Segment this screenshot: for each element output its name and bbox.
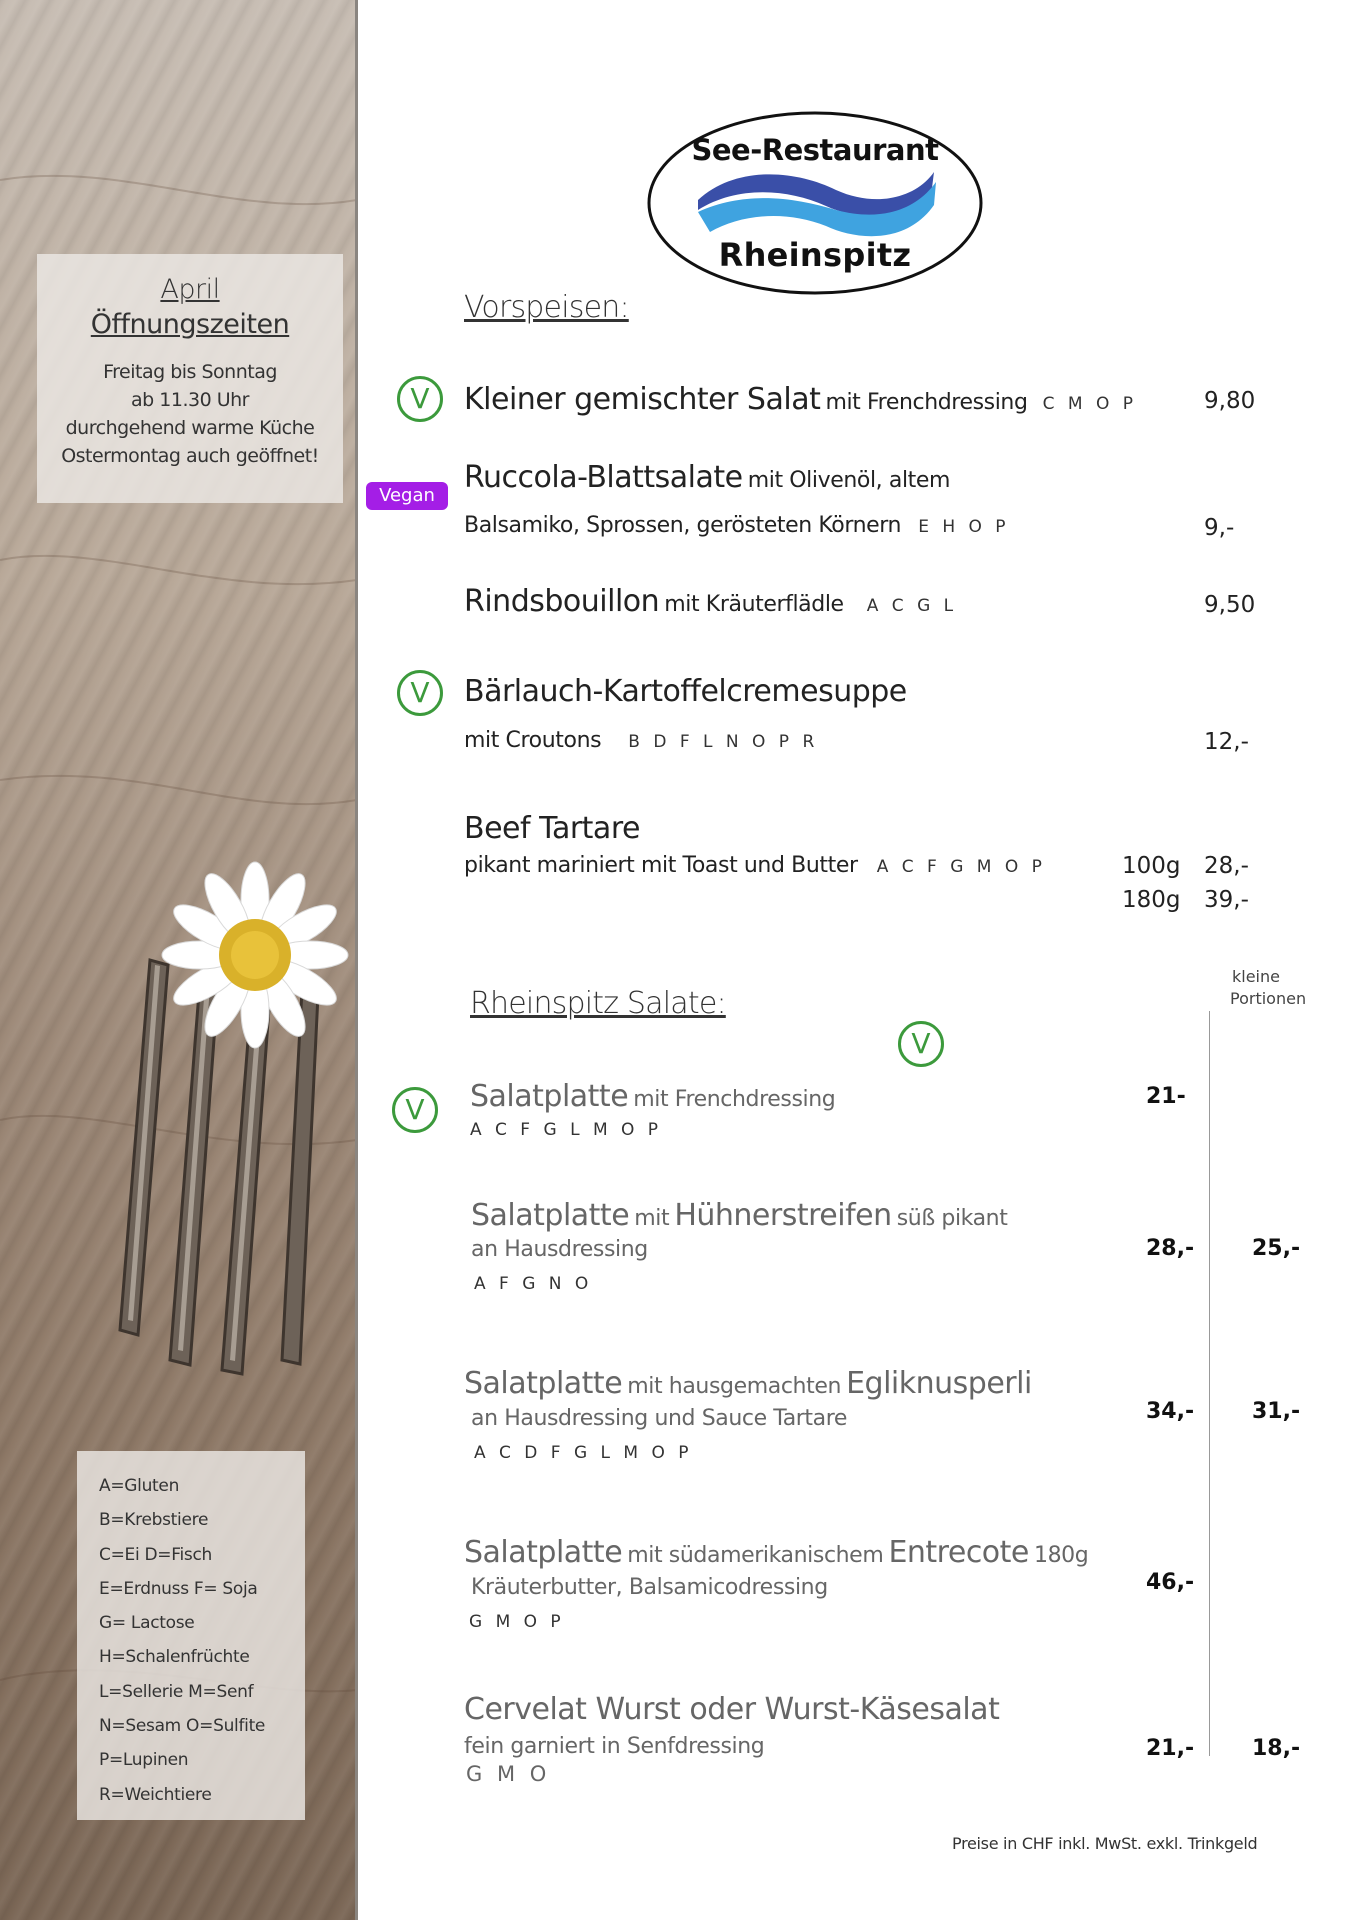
salad-item: [464, 1692, 999, 1727]
price: 9,80: [1204, 388, 1256, 414]
allergen-codes: B D F L N O P R: [628, 732, 819, 752]
allergen-codes: A C D F G L M O P: [474, 1443, 693, 1463]
vegetarian-icon: V: [898, 1021, 944, 1067]
dish-name: Rindsbouillon: [464, 584, 660, 619]
vegan-badge: Vegan: [366, 482, 448, 510]
allergen-item: N=Sesam O=Sulfite: [99, 1716, 266, 1737]
logo-title: See-Restaurant: [691, 133, 939, 167]
vegetarian-icon: V: [397, 670, 443, 716]
allergen-codes: G M O P: [469, 1612, 565, 1632]
starters-title: Vorspeisen:: [464, 290, 629, 325]
hours-line: durchgehend warme Küche: [65, 417, 315, 439]
allergen-item: P=Lupinen: [99, 1750, 189, 1771]
column-divider: [1209, 1011, 1210, 1756]
dish-name: Kleiner gemischter Salat: [464, 382, 821, 417]
portion-size: 100g: [1122, 853, 1181, 879]
price-note: Preise in CHF inkl. MwSt. exkl. Trinkgeld: [952, 1834, 1258, 1853]
small-portions-label: kleine: [1232, 967, 1280, 986]
dish-desc: mit Frenchdressing: [633, 1087, 836, 1112]
allergen-item: E=Erdnuss F= Soja: [99, 1578, 258, 1599]
dish-desc: mit Croutons: [464, 728, 602, 753]
dish-desc: mit Kräuterflädle: [664, 592, 844, 617]
menu-item: [464, 811, 640, 846]
dish-desc: 180g: [1033, 1543, 1089, 1568]
salad-item: [470, 1079, 835, 1114]
price: 21-: [1146, 1084, 1186, 1109]
price: 34,-: [1146, 1399, 1195, 1424]
price: 39,-: [1204, 887, 1249, 913]
dish-name: Beef Tartare: [464, 811, 640, 846]
price: 12,-: [1204, 729, 1249, 755]
hours-line: Ostermontag auch geöffnet!: [61, 445, 319, 467]
dish-desc: mit hausgemachten: [627, 1374, 841, 1399]
menu-item: [464, 584, 957, 619]
salad-codes: [469, 1612, 565, 1632]
allergen-item: L=Sellerie M=Senf: [99, 1681, 254, 1702]
dish-name: Salatplatte: [470, 1079, 629, 1114]
salad-desc: [464, 1734, 764, 1759]
opening-hours-panel: [37, 254, 343, 503]
price: 28,-: [1204, 853, 1249, 879]
salad-codes: [466, 1762, 550, 1786]
dish-desc: süß pikant: [896, 1206, 1008, 1231]
dish-name: Salatplatte: [464, 1366, 623, 1401]
dish-desc: Kräuterbutter, Balsamicodressing: [471, 1575, 828, 1600]
dish-name: Cervelat Wurst oder Wurst-Käsesalat: [464, 1692, 1000, 1727]
dish-desc: mit Olivenöl, altem: [747, 468, 951, 493]
menu-item: [464, 674, 907, 709]
dish-desc: Balsamiko, Sprossen, gerösteten Körnern: [464, 513, 902, 538]
allergen-item: H=Schalenfrüchte: [99, 1647, 250, 1668]
price: 46,-: [1146, 1570, 1195, 1595]
menu-item: [464, 460, 950, 495]
portion-size: 180g: [1122, 887, 1181, 913]
small-portions-label: Portionen: [1230, 989, 1307, 1008]
salad-codes: [474, 1274, 592, 1294]
dish-name: Hühnerstreifen: [674, 1198, 892, 1233]
vegetarian-icon: V: [392, 1087, 438, 1133]
hours-line: ab 11.30 Uhr: [131, 389, 249, 411]
salad-codes: [470, 1120, 662, 1140]
dish-desc: mit südamerikanischem: [627, 1543, 884, 1568]
salad-desc: [471, 1575, 828, 1600]
salad-item: [464, 1535, 1088, 1570]
hours-title: Öffnungszeiten: [90, 309, 290, 340]
salad-item: [471, 1198, 1007, 1233]
dish-desc: pikant mariniert mit Toast und Butter: [464, 853, 858, 878]
salad-codes: [474, 1443, 693, 1463]
price: 9,50: [1204, 592, 1256, 618]
price: 21,-: [1146, 1736, 1195, 1761]
allergen-item: C=Ei D=Fisch: [99, 1544, 212, 1565]
menu-item-line2: [464, 853, 1046, 878]
divider: [355, 0, 358, 1920]
allergen-legend: [77, 1451, 305, 1820]
allergen-item: R=Weichtiere: [99, 1784, 212, 1805]
price: 28,-: [1146, 1236, 1195, 1261]
dish-desc: an Hausdressing: [471, 1237, 648, 1262]
small-portions-header: [1232, 966, 1306, 1010]
dish-desc: mit Frenchdressing: [825, 390, 1028, 415]
allergen-item: A=Gluten: [99, 1476, 180, 1496]
dish-name: Bärlauch-Kartoffelcremesuppe: [464, 674, 907, 709]
menu-item-line2: [464, 728, 818, 753]
vegetarian-icon: V: [397, 376, 443, 422]
hours-line: Freitag bis Sonntag: [103, 361, 277, 383]
salads-title: Rheinspitz Salate:: [470, 986, 726, 1021]
dish-desc: fein garniert in Senfdressing: [464, 1734, 765, 1759]
salad-item: [464, 1366, 1032, 1401]
small-price: 18,-: [1252, 1736, 1301, 1761]
small-price: 31,-: [1252, 1399, 1301, 1424]
salad-desc: [471, 1237, 648, 1262]
background-photo: [0, 0, 357, 1920]
price: 9,-: [1204, 515, 1235, 541]
dish-name: Salatplatte: [464, 1535, 623, 1570]
dish-desc: an Hausdressing und Sauce Tartare: [471, 1406, 848, 1431]
menu-item: [464, 382, 1137, 417]
allergen-codes: A C F G M O P: [876, 857, 1046, 877]
allergen-codes: E H O P: [918, 517, 1010, 537]
logo-subtitle: Rheinspitz: [718, 236, 912, 274]
allergen-codes: A C F G L M O P: [470, 1120, 663, 1140]
allergen-codes: A C G L: [866, 596, 958, 616]
allergen-codes: A F G N O: [474, 1274, 593, 1294]
allergen-item: G= Lactose: [99, 1613, 195, 1634]
hours-month: April: [160, 274, 220, 305]
dish-name: Egliknusperli: [846, 1366, 1032, 1401]
small-price: 25,-: [1252, 1236, 1301, 1261]
allergen-codes: C M O P: [1042, 394, 1138, 414]
allergen-codes: G M O: [466, 1762, 551, 1786]
salad-desc: [471, 1406, 847, 1431]
dish-name: Salatplatte: [471, 1198, 630, 1233]
menu-item-line2: [464, 513, 1010, 538]
dish-name: Ruccola-Blattsalate: [464, 460, 743, 495]
dish-desc: mit: [634, 1206, 670, 1231]
dish-name: Entrecote: [888, 1535, 1029, 1570]
allergen-item: B=Krebstiere: [99, 1510, 209, 1531]
